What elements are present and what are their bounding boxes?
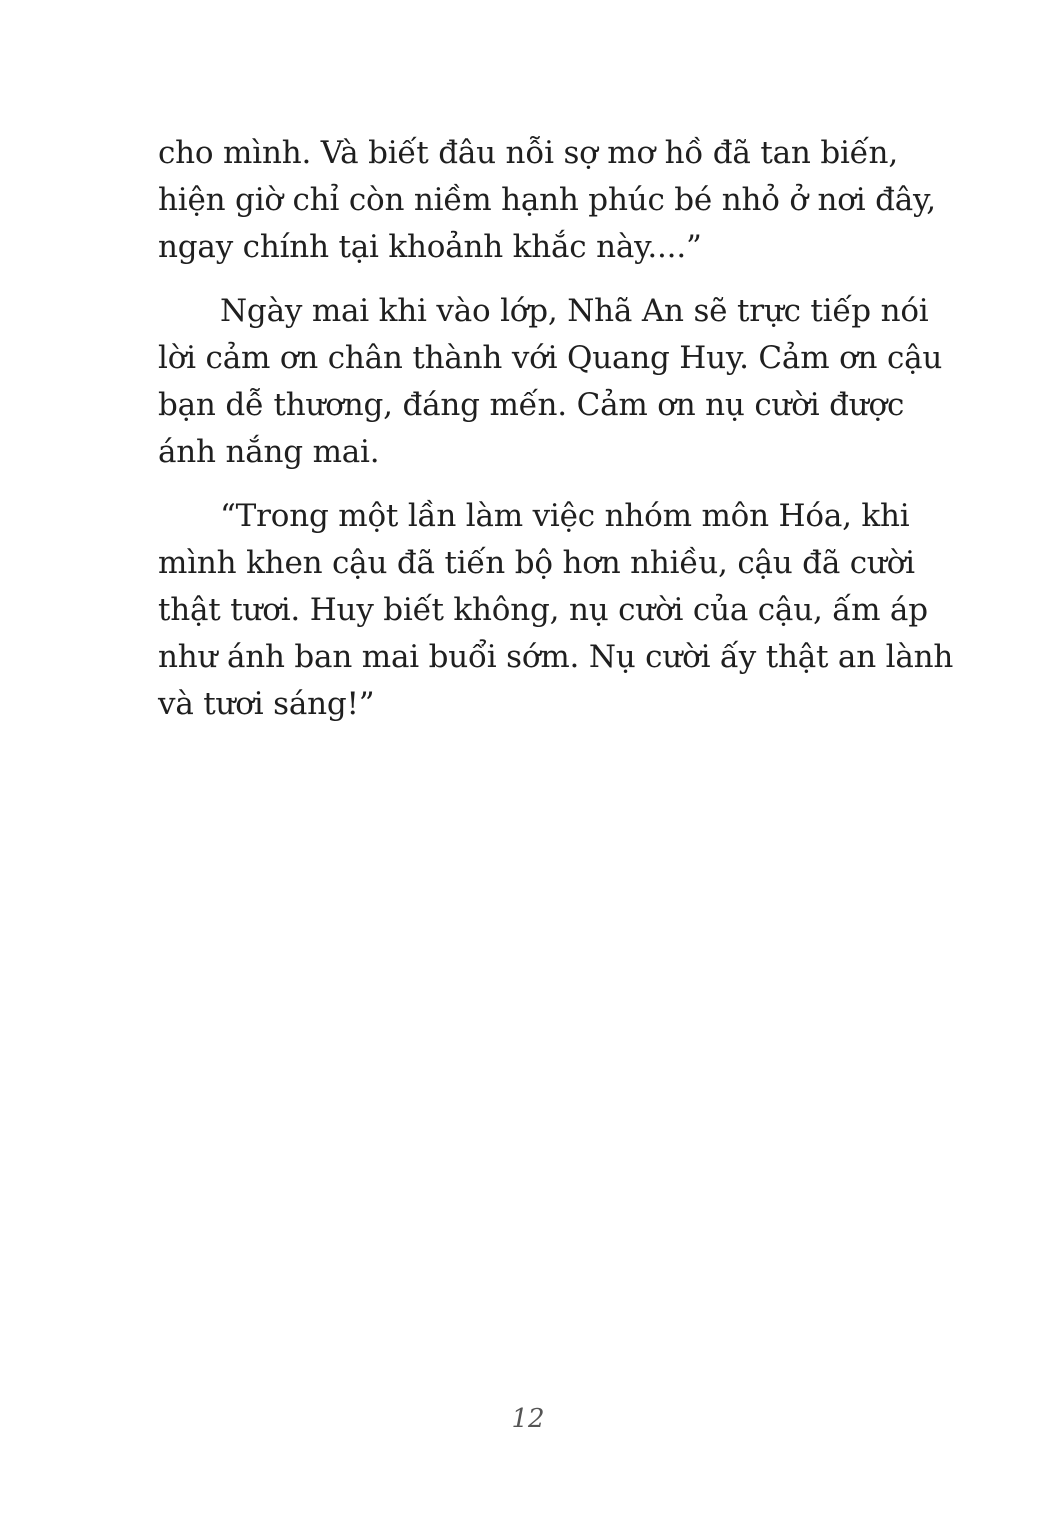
paragraph-3 — [158, 493, 954, 728]
text-line: hiện giờ chỉ còn niềm hạnh phúc bé nhỏ ở nơi đây, — [158, 182, 936, 218]
paragraph-2 — [158, 288, 943, 476]
text-line: bạn dễ thương, đáng mến. Cảm ơn nụ cười được — [158, 387, 905, 423]
paragraph-spacer — [158, 271, 882, 288]
text-line: ngay chính tại khoảnh khắc này....” — [158, 229, 702, 265]
text-line: “Trong một lần làm việc nhóm môn Hóa, khi — [220, 498, 910, 534]
text-line: thật tươi. Huy biết không, nụ cười của cậu, ấm áp — [158, 592, 928, 628]
text-line: ánh nắng mai. — [158, 434, 380, 470]
text-line: cho mình. Và biết đâu nỗi sợ mơ hồ đã tan biến, — [158, 135, 898, 171]
text-line: mình khen cậu đã tiến bộ hơn nhiều, cậu đã cười — [158, 545, 915, 581]
text-line: lời cảm ơn chân thành với Quang Huy. Cảm ơn cậu — [158, 340, 943, 376]
paragraph-1 — [158, 130, 936, 271]
page-number: 12 — [511, 1404, 545, 1434]
text-line: Ngày mai khi vào lớp, Nhã An sẽ trực tiếp nói — [220, 293, 929, 329]
body-text — [158, 130, 954, 728]
paragraph-spacer — [158, 476, 882, 493]
text-line: và tươi sáng!” — [158, 686, 375, 722]
text-line: như ánh ban mai buổi sớm. Nụ cười ấy thật an lành — [158, 639, 954, 675]
